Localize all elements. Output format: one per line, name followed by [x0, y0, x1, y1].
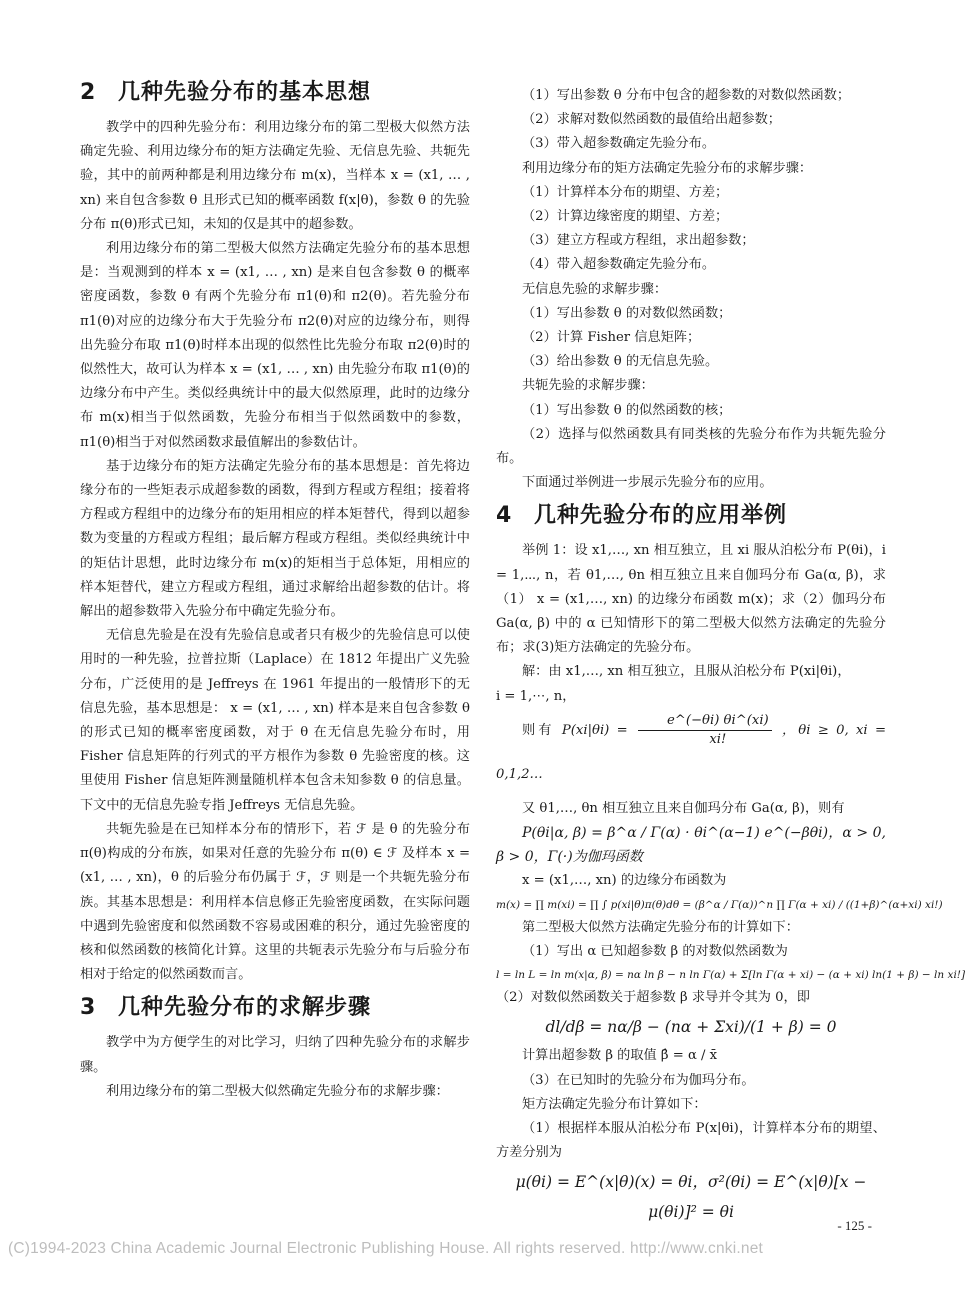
paragraph: （2）对数似然函数关于超参数 β 求导并令其为 0，即: [496, 990, 810, 1006]
section-number: 3: [80, 995, 97, 1021]
paragraph: 利用边缘分布的第二型极大似然确定先验分布的求解步骤：: [106, 1083, 449, 1099]
numerator: e^(−θi) θi^(xi): [638, 712, 772, 731]
paragraph: 计算出超参数 β 的取值 β̂ = α / x̄: [522, 1048, 718, 1064]
paragraph: 教学中为方便学生的对比学习，归纳了四种先验分布的求解步骤。: [80, 1035, 470, 1075]
section-number: 2: [80, 80, 97, 105]
step-heading: 利用边缘分布的矩方法确定先验分布的求解步骤：: [522, 160, 813, 176]
copyright-watermark: (C)1994-2023 China Academic Journal Electronic Publishing House. All rights reserved. http://www.cnki.net: [8, 1240, 764, 1257]
example-1: 举例 1：设 x1,…, xn 相互独立，且 xi 服从泊松分布 P(θi)，i = 1,⋯, n，若 θ1,…, θn 相互独立且来自伽玛分布 Ga(α, β)，求（1） x = (x1,…, xn) 的边缘分布函数 m(x)；求（2）伽玛分布 Ga(α, β) 中的 α 已知情形下的第二型极大似然方法确定的先验分布；求(3)矩方法确定的先验分布。: [496, 543, 886, 656]
section-4-heading: [496, 501, 886, 531]
gamma-pdf-formula: P(θi|α, β) = β^α / Γ(α) · θi^(α−1) e^(−βθi)，α > 0, β > 0，Γ(·)为伽玛函数: [496, 825, 886, 866]
paragraph: 第二型极大似然方法确定先验分布的计算如下：: [522, 919, 799, 935]
step-item: （2）选择与似然函数具有同类核的先验分布作为共轭先验分布。: [496, 426, 886, 467]
right-column: [496, 84, 965, 1229]
paragraph: （1）写出 α 已知超参数 β 的对数似然函数为: [522, 943, 788, 959]
paragraph: （1）根据样本服从泊松分布 P(x|θi)，计算样本分布的期望、方差分别为: [496, 1120, 886, 1161]
marginal-formula: m(x) = ∏ m(xi) = ∏ ∫ p(xi|θ)π(θ)dθ = (β^α / Γ(α))^n ∏ Γ(α + xi) / ((1+β)^(α+xi) xi!): [496, 898, 943, 911]
mean-variance-formula: μ(θi) = E^(x|θ)(x) = θi，σ²(θi) = E^(x|θ)[x − μ(θi)]² = θi: [515, 1173, 867, 1222]
step-item: （3）给出参数 θ 的无信息先验。: [522, 354, 719, 370]
step-item: （3）带入超参数确定先验分布。: [522, 136, 716, 152]
section-2-heading: [80, 78, 470, 108]
paragraph: （3）在已知时的先验分布为伽玛分布。: [522, 1072, 755, 1088]
step-item: （1）写出参数 θ 的对数似然函数；: [522, 305, 732, 321]
page-number: - 125 -: [837, 1218, 872, 1233]
step-item: （2）计算边缘密度的期望、方差；: [522, 209, 729, 225]
section-3-heading: [80, 993, 470, 1023]
paragraph: 下面通过举例进一步展示先验分布的应用。: [522, 475, 773, 491]
poisson-formula: [496, 709, 886, 797]
solution-text: i = 1,⋯, n，: [496, 688, 576, 704]
section-title: 几种先验分布的应用举例: [534, 503, 788, 529]
paragraph: 基于边缘分布的矩方法确定先验分布的基本思想是：首先将边缘分布的一些矩表示成超参数的函数，得到方程或方程组；接着将方程或方程组中的边缘分布的矩用相应的样本矩替代，得到以超参数为变量的方程或方程组；最后解方程或方程组。类似经典统计中的矩估计思想，此时边缘分布 m(x)的矩相当于总体矩，用相应的样本矩替代，建立方程或方程组，通过求解给出超参数的估计。将解出的超参数带入先验分布中确定先验分布。: [80, 458, 470, 620]
section-title: 几种先验分布的基本思想: [118, 80, 372, 105]
step-item: （1）计算样本分布的期望、方差；: [522, 184, 729, 200]
section-number: 4: [496, 503, 513, 529]
paragraph: x = (x1,…, xn) 的边缘分布函数为: [522, 873, 727, 889]
paragraph: 共轭先验是在已知样本分布的情形下，若 ℱ 是 θ 的先验分布 π(θ)构成的分布族，如果对任意的先验分布 π(θ) ∈ ℱ 及样本 x = (x1, … , xn)，θ 的后验分布仍属于 ℱ，ℱ 则是一个共轭先验分布族。其基本思想是：利用样本信息修正先验密度函数，在实际问题中遇到先验密度和似然函数不容易或困难的积分，通过先验密度的核和似然函数的核简化计算。这里的共轭表示先验分布与后验分布相对于给定的似然函数而言。: [80, 821, 470, 983]
step-heading: 无信息先验的求解步骤：: [522, 281, 668, 297]
section-title: 几种先验分布的求解步骤: [118, 995, 372, 1021]
step-item: （1）写出参数 θ 的似然函数的核；: [522, 402, 732, 418]
denominator: xi!: [709, 731, 727, 747]
text: 则有: [522, 722, 555, 738]
paragraph: 又 θ1,…, θn 相互独立且来自伽玛分布 Ga(α, β)，则有: [522, 800, 845, 816]
paragraph: 无信息先验是在没有先验信息或者只有极少的先验信息可以使用时的一种先验，拉普拉斯（Laplace）在 1812 年提出广义先验分布，广泛使用的是 Jeffreys 在 1961 年提出的一般情形下的无信息先验，基本思想是： x = (x1, … , xn) 样本是来自包含参数 θ 的形式已知的概率密度函数，对于 θ 在无信息先验分布时，用 Fisher 信息矩阵的行列式的平方根作为参数 θ 先验密度的核。这里使用 Fisher 信息矩阵测量随机样本包含未知参数 θ 的信息量。下文中的无信息先验专指 Jeffreys 无信息先验。: [80, 628, 470, 813]
step-item: （4）带入超参数确定先验分布。: [522, 257, 716, 273]
step-item: （1）写出参数 θ 分布中包含的超参数的对数似然函数；: [522, 88, 851, 103]
left-column: [80, 78, 470, 1104]
solution-text: 解：由 x1,…, xn 相互独立，且服从泊松分布 P(xi|θi)，: [522, 664, 851, 680]
paragraph: 矩方法确定先验分布计算如下：: [522, 1096, 707, 1112]
paragraph: 教学中的四种先验分布：利用边缘分布的第二型极大似然方法确定先验、利用边缘分布的矩方法确定先验、无信息先验、共轭先验，其中的前两种都是利用边缘分布 m(x)，当样本 x = (x1, … , xn) 来自包含参数 θ 且形式已知的概率函数 f(x|θ)，参数 θ 的先验分布 π(θ)形式已知，未知的仅是其中的超参数。: [80, 120, 470, 232]
formula-lhs: P(xi|θi) =: [561, 722, 628, 738]
fraction: [638, 712, 772, 749]
formula-condition: ，θi ≥ 0, xi = 0,1,2…: [496, 722, 887, 782]
paragraph: 利用边缘分布的第二型极大似然方法确定先验分布的基本思想是：当观测到的样本 x = (x1, … , xn) 是来自包含参数 θ 的概率密度函数，参数 θ 有两个先验分布 π1(θ)和 π2(θ)。若先验分布 π1(θ)对应的边缘分布大于先验分布 π2(θ)对应的边缘分布，则得出先验分布取 π1(θ)时样本出现的似然性比先验分布取 π2(θ)时的似然性大，故可认为样本 x = (x1, … , xn) 由先验分布取 π1(θ)的边缘分布中产生。类似经典统计中的最大似然原理，此时的边缘分布 m(x)相当于似然函数，先验分布相当于似然函数中的参数，π1(θ)相当于对似然函数求最值解出的参数估计。: [80, 241, 470, 450]
derivative-formula: dl/dβ = nα/β − (nα + Σxi)/(1 + β) = 0: [545, 1018, 837, 1037]
loglik-formula: l = ln L = ln m(x|α, β) = nα ln β − n ln Γ(α) + Σ[ln Γ(α + xi) − (α + xi) ln(1 + β) − ln xi!]: [496, 969, 965, 982]
step-heading: 共轭先验的求解步骤：: [522, 378, 654, 394]
step-item: （3）建立方程或方程组，求出超参数；: [522, 233, 755, 249]
step-item: （2）计算 Fisher 信息矩阵；: [522, 330, 701, 346]
step-item: （2）求解对数似然函数的最值给出超参数；: [522, 112, 781, 128]
